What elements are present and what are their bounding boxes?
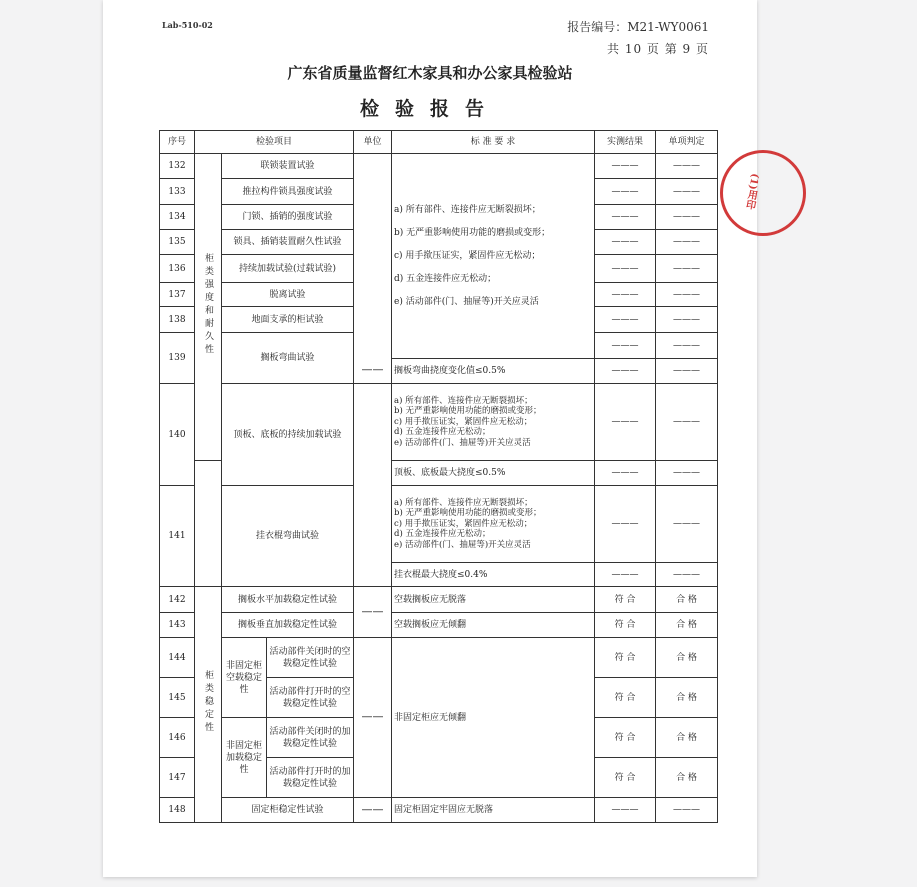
result-cell: ——— bbox=[595, 205, 656, 230]
col-header-no: 序号 bbox=[160, 131, 195, 154]
result-cell: ——— bbox=[595, 384, 656, 461]
judgement-cell: 合 格 bbox=[656, 758, 718, 798]
item-name: 地面支承的柜试验 bbox=[222, 307, 354, 333]
item-name: 挂衣棍弯曲试验 bbox=[222, 486, 354, 587]
item-name: 活动部件打开时的加载稳定性试验 bbox=[267, 758, 354, 798]
judgement-cell: ——— bbox=[656, 798, 718, 823]
row-number: 132 bbox=[160, 154, 195, 179]
judgement-cell: 合 格 bbox=[656, 718, 718, 758]
result-cell: ——— bbox=[595, 461, 656, 486]
judgement-cell: ——— bbox=[656, 205, 718, 230]
page-count: 共 10 页 第 9 页 bbox=[607, 42, 709, 56]
requirement-a: a) 所有部件、连接件应无断裂损坏； bbox=[394, 395, 533, 406]
judgement-cell: ——— bbox=[656, 563, 718, 587]
result-cell: ——— bbox=[595, 230, 656, 255]
result-cell: ——— bbox=[595, 255, 656, 283]
requirement-list bbox=[392, 486, 595, 563]
result-cell: ——— bbox=[595, 307, 656, 333]
result-cell: ——— bbox=[595, 283, 656, 307]
result-cell: ——— bbox=[595, 333, 656, 359]
group-label-text: 柜类稳定性 bbox=[203, 670, 213, 735]
item-name: 搁板弯曲试验 bbox=[222, 333, 354, 384]
requirement-cell: 非固定柜应无倾翻 bbox=[392, 638, 595, 798]
requirement-cell: 固定柜固定牢固应无脱落 bbox=[392, 798, 595, 823]
unit-dash: —— bbox=[361, 802, 384, 816]
requirement-c: c) 用手揿压证实，紧固件应无松动； bbox=[394, 518, 533, 529]
row-number: 136 bbox=[160, 255, 195, 283]
requirement-a: a) 所有部件、连接件应无断裂损坏； bbox=[394, 204, 541, 215]
result-cell: 符 合 bbox=[595, 638, 656, 678]
judgement-cell: 合 格 bbox=[656, 587, 718, 613]
table-row bbox=[160, 384, 718, 461]
table-row bbox=[160, 638, 718, 678]
table-row bbox=[160, 798, 718, 823]
requirement-d: d) 五金连接件应无松动； bbox=[394, 427, 491, 438]
sub-group-label: 非固定柜加载稳定性 bbox=[222, 718, 267, 798]
requirement-rail: 挂衣棍最大挠度≤0.4% bbox=[392, 563, 595, 587]
item-name: 联锁装置试验 bbox=[222, 154, 354, 179]
item-name: 推拉构件锁具强度试验 bbox=[222, 179, 354, 205]
item-name: 脱离试验 bbox=[222, 283, 354, 307]
item-name: 活动部件关闭时的加载稳定性试验 bbox=[267, 718, 354, 758]
row-number: 138 bbox=[160, 307, 195, 333]
item-name: 持续加载试验(过载试验) bbox=[222, 255, 354, 283]
item-name: 活动部件打开时的空载稳定性试验 bbox=[267, 678, 354, 718]
table-row bbox=[160, 486, 718, 563]
seal-stamp-text: (1)用印 bbox=[742, 172, 761, 211]
item-name: 锁具、插销装置耐久性试验 bbox=[222, 230, 354, 255]
result-cell: ——— bbox=[595, 486, 656, 563]
judgement-cell: 合 格 bbox=[656, 678, 718, 718]
result-cell: ——— bbox=[595, 154, 656, 179]
requirement-e: e) 活动部件(门、抽屉等)开关应灵活 bbox=[394, 437, 531, 448]
seal-stamp-ring bbox=[720, 150, 806, 236]
row-number: 146 bbox=[160, 718, 195, 758]
requirement-a: a) 所有部件、连接件应无断裂损坏； bbox=[394, 497, 533, 508]
result-cell: 符 合 bbox=[595, 758, 656, 798]
requirement-top: 顶板、底板最大挠度≤0.5% bbox=[392, 461, 595, 486]
unit-dash: —— bbox=[361, 604, 384, 618]
requirement-c: c) 用手揿压证实，紧固件应无松动； bbox=[394, 416, 533, 427]
lab-code: Lab-510-02 bbox=[162, 20, 213, 30]
requirement-shelf: 搁板弯曲挠度变化值≤0.5% bbox=[392, 359, 595, 384]
result-cell: 符 合 bbox=[595, 718, 656, 758]
judgement-cell: ——— bbox=[656, 333, 718, 359]
requirement-b: b) 无严重影响使用功能的磨损或变形； bbox=[394, 406, 542, 417]
judgement-cell: 合 格 bbox=[656, 613, 718, 638]
requirement-list bbox=[392, 384, 595, 461]
unit-dash: —— bbox=[361, 363, 384, 376]
group-label bbox=[195, 154, 222, 461]
inspection-table bbox=[159, 130, 718, 823]
row-number: 140 bbox=[160, 384, 195, 486]
result-cell: ——— bbox=[595, 563, 656, 587]
item-name: 固定柜稳定性试验 bbox=[222, 798, 354, 823]
requirement-b: b) 无严重影响使用功能的磨损或变形； bbox=[394, 508, 542, 519]
result-cell: 符 合 bbox=[595, 613, 656, 638]
row-number: 133 bbox=[160, 179, 195, 205]
item-name: 门锁、插销的强度试验 bbox=[222, 205, 354, 230]
requirement-d: d) 五金连接件应无松动； bbox=[394, 273, 497, 284]
row-number: 144 bbox=[160, 638, 195, 678]
requirement-cell: 空载搁板应无倾翻 bbox=[392, 613, 595, 638]
group-label bbox=[195, 587, 222, 823]
report-number: 报告编号：M21-WY0061 bbox=[567, 20, 709, 34]
item-name: 顶板、底板的持续加载试验 bbox=[222, 384, 354, 486]
result-cell: ——— bbox=[595, 179, 656, 205]
col-header-result: 实测结果 bbox=[595, 131, 656, 154]
judgement-cell: ——— bbox=[656, 359, 718, 384]
group-continuation bbox=[195, 461, 222, 587]
unit-dash: —— bbox=[361, 710, 384, 723]
unit-cell bbox=[354, 587, 392, 638]
result-cell: 符 合 bbox=[595, 587, 656, 613]
requirement-b: b) 无严重影响使用功能的磨损或变形； bbox=[394, 227, 551, 238]
requirement-d: d) 五金连接件应无松动； bbox=[394, 529, 491, 540]
col-header-unit: 单位 bbox=[354, 131, 392, 154]
col-header-judgement: 单项判定 bbox=[656, 131, 718, 154]
requirement-c: c) 用手揿压证实，紧固件应无松动； bbox=[394, 250, 541, 261]
judgement-cell: ——— bbox=[656, 179, 718, 205]
table-row bbox=[160, 154, 718, 179]
judgement-cell: ——— bbox=[656, 384, 718, 461]
table-row bbox=[160, 613, 718, 638]
row-number: 134 bbox=[160, 205, 195, 230]
item-name: 搁板垂直加载稳定性试验 bbox=[222, 613, 354, 638]
table-row bbox=[160, 587, 718, 613]
table-header-row bbox=[160, 131, 718, 154]
row-number: 141 bbox=[160, 486, 195, 587]
col-header-requirement: 标 准 要 求 bbox=[392, 131, 595, 154]
row-number: 135 bbox=[160, 230, 195, 255]
item-name: 搁板水平加载稳定性试验 bbox=[222, 587, 354, 613]
unit-cell bbox=[354, 798, 392, 823]
result-cell: ——— bbox=[595, 798, 656, 823]
sub-group-label: 非固定柜空载稳定性 bbox=[222, 638, 267, 718]
col-header-item: 检验项目 bbox=[195, 131, 354, 154]
requirement-e: e) 活动部件(门、抽屉等)开关应灵活 bbox=[394, 539, 531, 550]
unit-cell bbox=[354, 154, 392, 384]
group-label-text: 柜类强度和耐久性 bbox=[203, 253, 213, 357]
row-number: 148 bbox=[160, 798, 195, 823]
item-name: 活动部件关闭时的空载稳定性试验 bbox=[267, 638, 354, 678]
judgement-cell: ——— bbox=[656, 461, 718, 486]
judgement-cell: ——— bbox=[656, 154, 718, 179]
row-number: 139 bbox=[160, 333, 195, 384]
judgement-cell: ——— bbox=[656, 283, 718, 307]
requirement-e: e) 活动部件(门、抽屉等)开关应灵活 bbox=[394, 296, 539, 307]
unit-cell bbox=[354, 638, 392, 798]
document-page bbox=[103, 0, 757, 877]
judgement-cell: ——— bbox=[656, 486, 718, 563]
report-title: 检验报告 bbox=[359, 98, 500, 120]
row-number: 137 bbox=[160, 283, 195, 307]
judgement-cell: ——— bbox=[656, 230, 718, 255]
requirement-list bbox=[392, 154, 595, 359]
requirement-cell: 空载搁板应无脱落 bbox=[392, 587, 595, 613]
result-cell: 符 合 bbox=[595, 678, 656, 718]
row-number: 145 bbox=[160, 678, 195, 718]
seal-stamp bbox=[740, 140, 761, 250]
row-number: 143 bbox=[160, 613, 195, 638]
result-cell: ——— bbox=[595, 359, 656, 384]
judgement-cell: 合 格 bbox=[656, 638, 718, 678]
organization-name: 广东省质量监督红木家具和办公家具检验站 bbox=[287, 64, 573, 82]
judgement-cell: ——— bbox=[656, 255, 718, 283]
row-number: 142 bbox=[160, 587, 195, 613]
row-number: 147 bbox=[160, 758, 195, 798]
judgement-cell: ——— bbox=[656, 307, 718, 333]
unit-cell bbox=[354, 384, 392, 587]
